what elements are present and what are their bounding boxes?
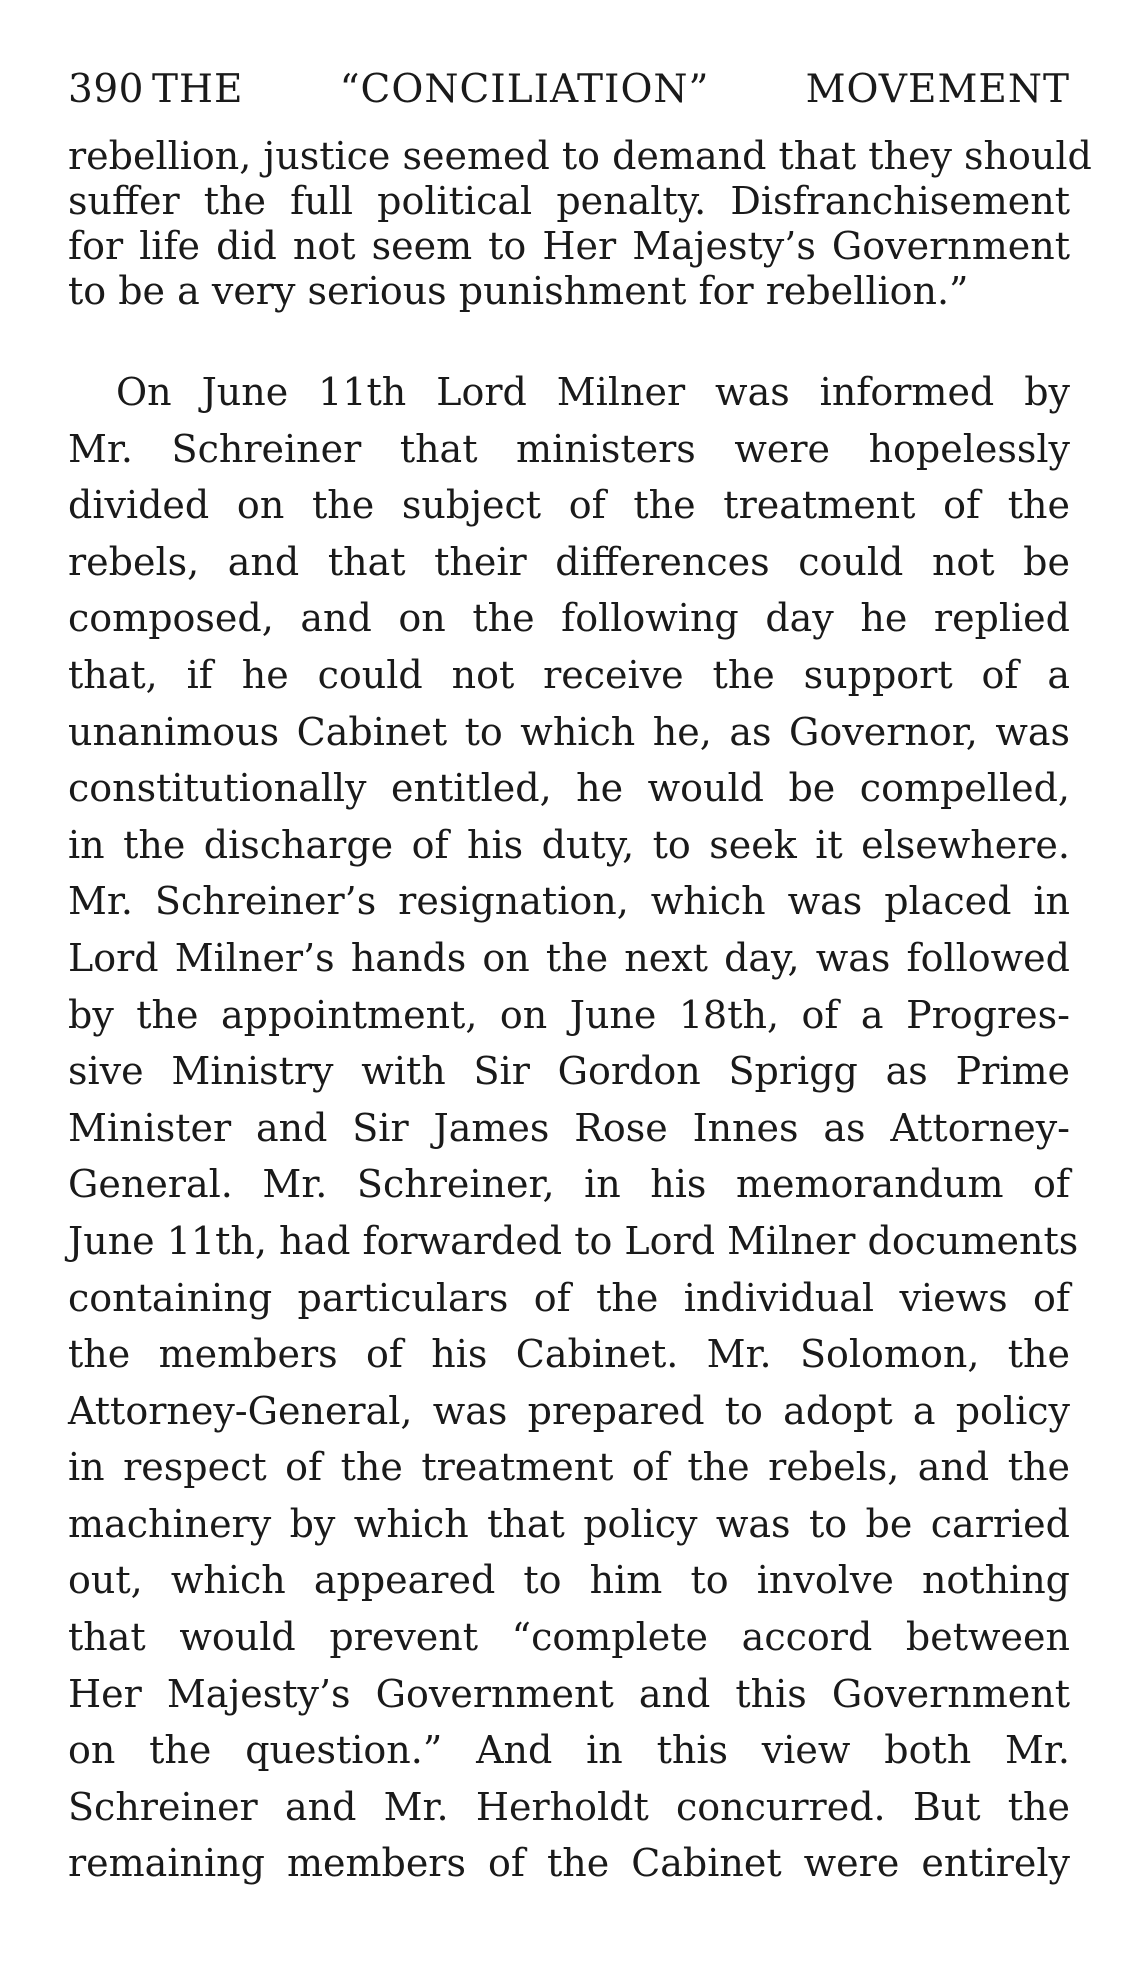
text-line: Schreiner and Mr. Herholdt concurred. But the	[68, 1784, 1070, 1829]
text-line: suffer the full political penalty. Disfranchisement	[68, 179, 1070, 223]
text-line: General. Mr. Schreiner, in his memorandum of	[68, 1162, 1070, 1207]
text-line: Attorney-General, was prepared to adopt a policy	[68, 1388, 1070, 1433]
text-line: that, if he could not receive the support of a	[68, 652, 1070, 697]
running-title: THE “CONCILIATION” MOVEMENT	[152, 67, 1070, 112]
page-number: 390	[68, 67, 144, 112]
paragraph-continuation	[68, 134, 1092, 314]
text-line: remaining members of the Cabinet were entirely	[68, 1841, 1070, 1886]
text-line: in respect of the treatment of the rebels, and the	[68, 1445, 1070, 1490]
text-line: on the question.” And in this view both Mr.	[68, 1728, 1070, 1773]
text-line: constitutionally entitled, he would be compelled,	[68, 766, 1070, 811]
paragraph-main	[68, 364, 1079, 1892]
text-line: for life did not seem to Her Majesty’s Government	[68, 224, 1070, 268]
text-line: by the appointment, on June 18th, of a Progres-	[68, 992, 1070, 1037]
text-line: Mr. Schreiner’s resignation, which was placed in	[68, 879, 1070, 924]
text-line: Lord Milner’s hands on the next day, was followed	[68, 935, 1070, 980]
text-line: that would prevent “complete accord between	[68, 1615, 1070, 1660]
text-line: to be a very serious punishment for rebellion.”	[68, 269, 969, 313]
text-line: composed, and on the following day he replied	[68, 596, 1070, 641]
text-line: Minister and Sir James Rose Innes as Attorney-	[68, 1105, 1070, 1150]
text-line: containing particulars of the individual views of	[68, 1275, 1070, 1320]
text-line: the members of his Cabinet. Mr. Solomon, the	[68, 1332, 1070, 1377]
text-line: sive Ministry with Sir Gordon Sprigg as Prime	[68, 1049, 1070, 1094]
text-line: divided on the subject of the treatment of the	[68, 483, 1070, 528]
text-line: unanimous Cabinet to which he, as Governor, was	[68, 709, 1070, 754]
text-line: rebels, and that their differences could not be	[68, 539, 1070, 584]
text-line: in the discharge of his duty, to seek it elsewhere.	[68, 822, 1070, 867]
running-header	[68, 62, 1070, 118]
text-line: out, which appeared to him to involve nothing	[68, 1558, 1070, 1603]
text-line: Mr. Schreiner that ministers were hopelessly	[68, 426, 1070, 471]
text-line: rebellion, justice seemed to demand that they should	[68, 134, 1092, 178]
text-line: machinery by which that policy was to be carried	[68, 1501, 1070, 1546]
text-line: June 11th, had forwarded to Lord Milner documents	[68, 1218, 1079, 1263]
text-line: Her Majesty’s Government and this Government	[68, 1671, 1070, 1716]
text-line: On June 11th Lord Milner was informed by	[116, 370, 1070, 414]
